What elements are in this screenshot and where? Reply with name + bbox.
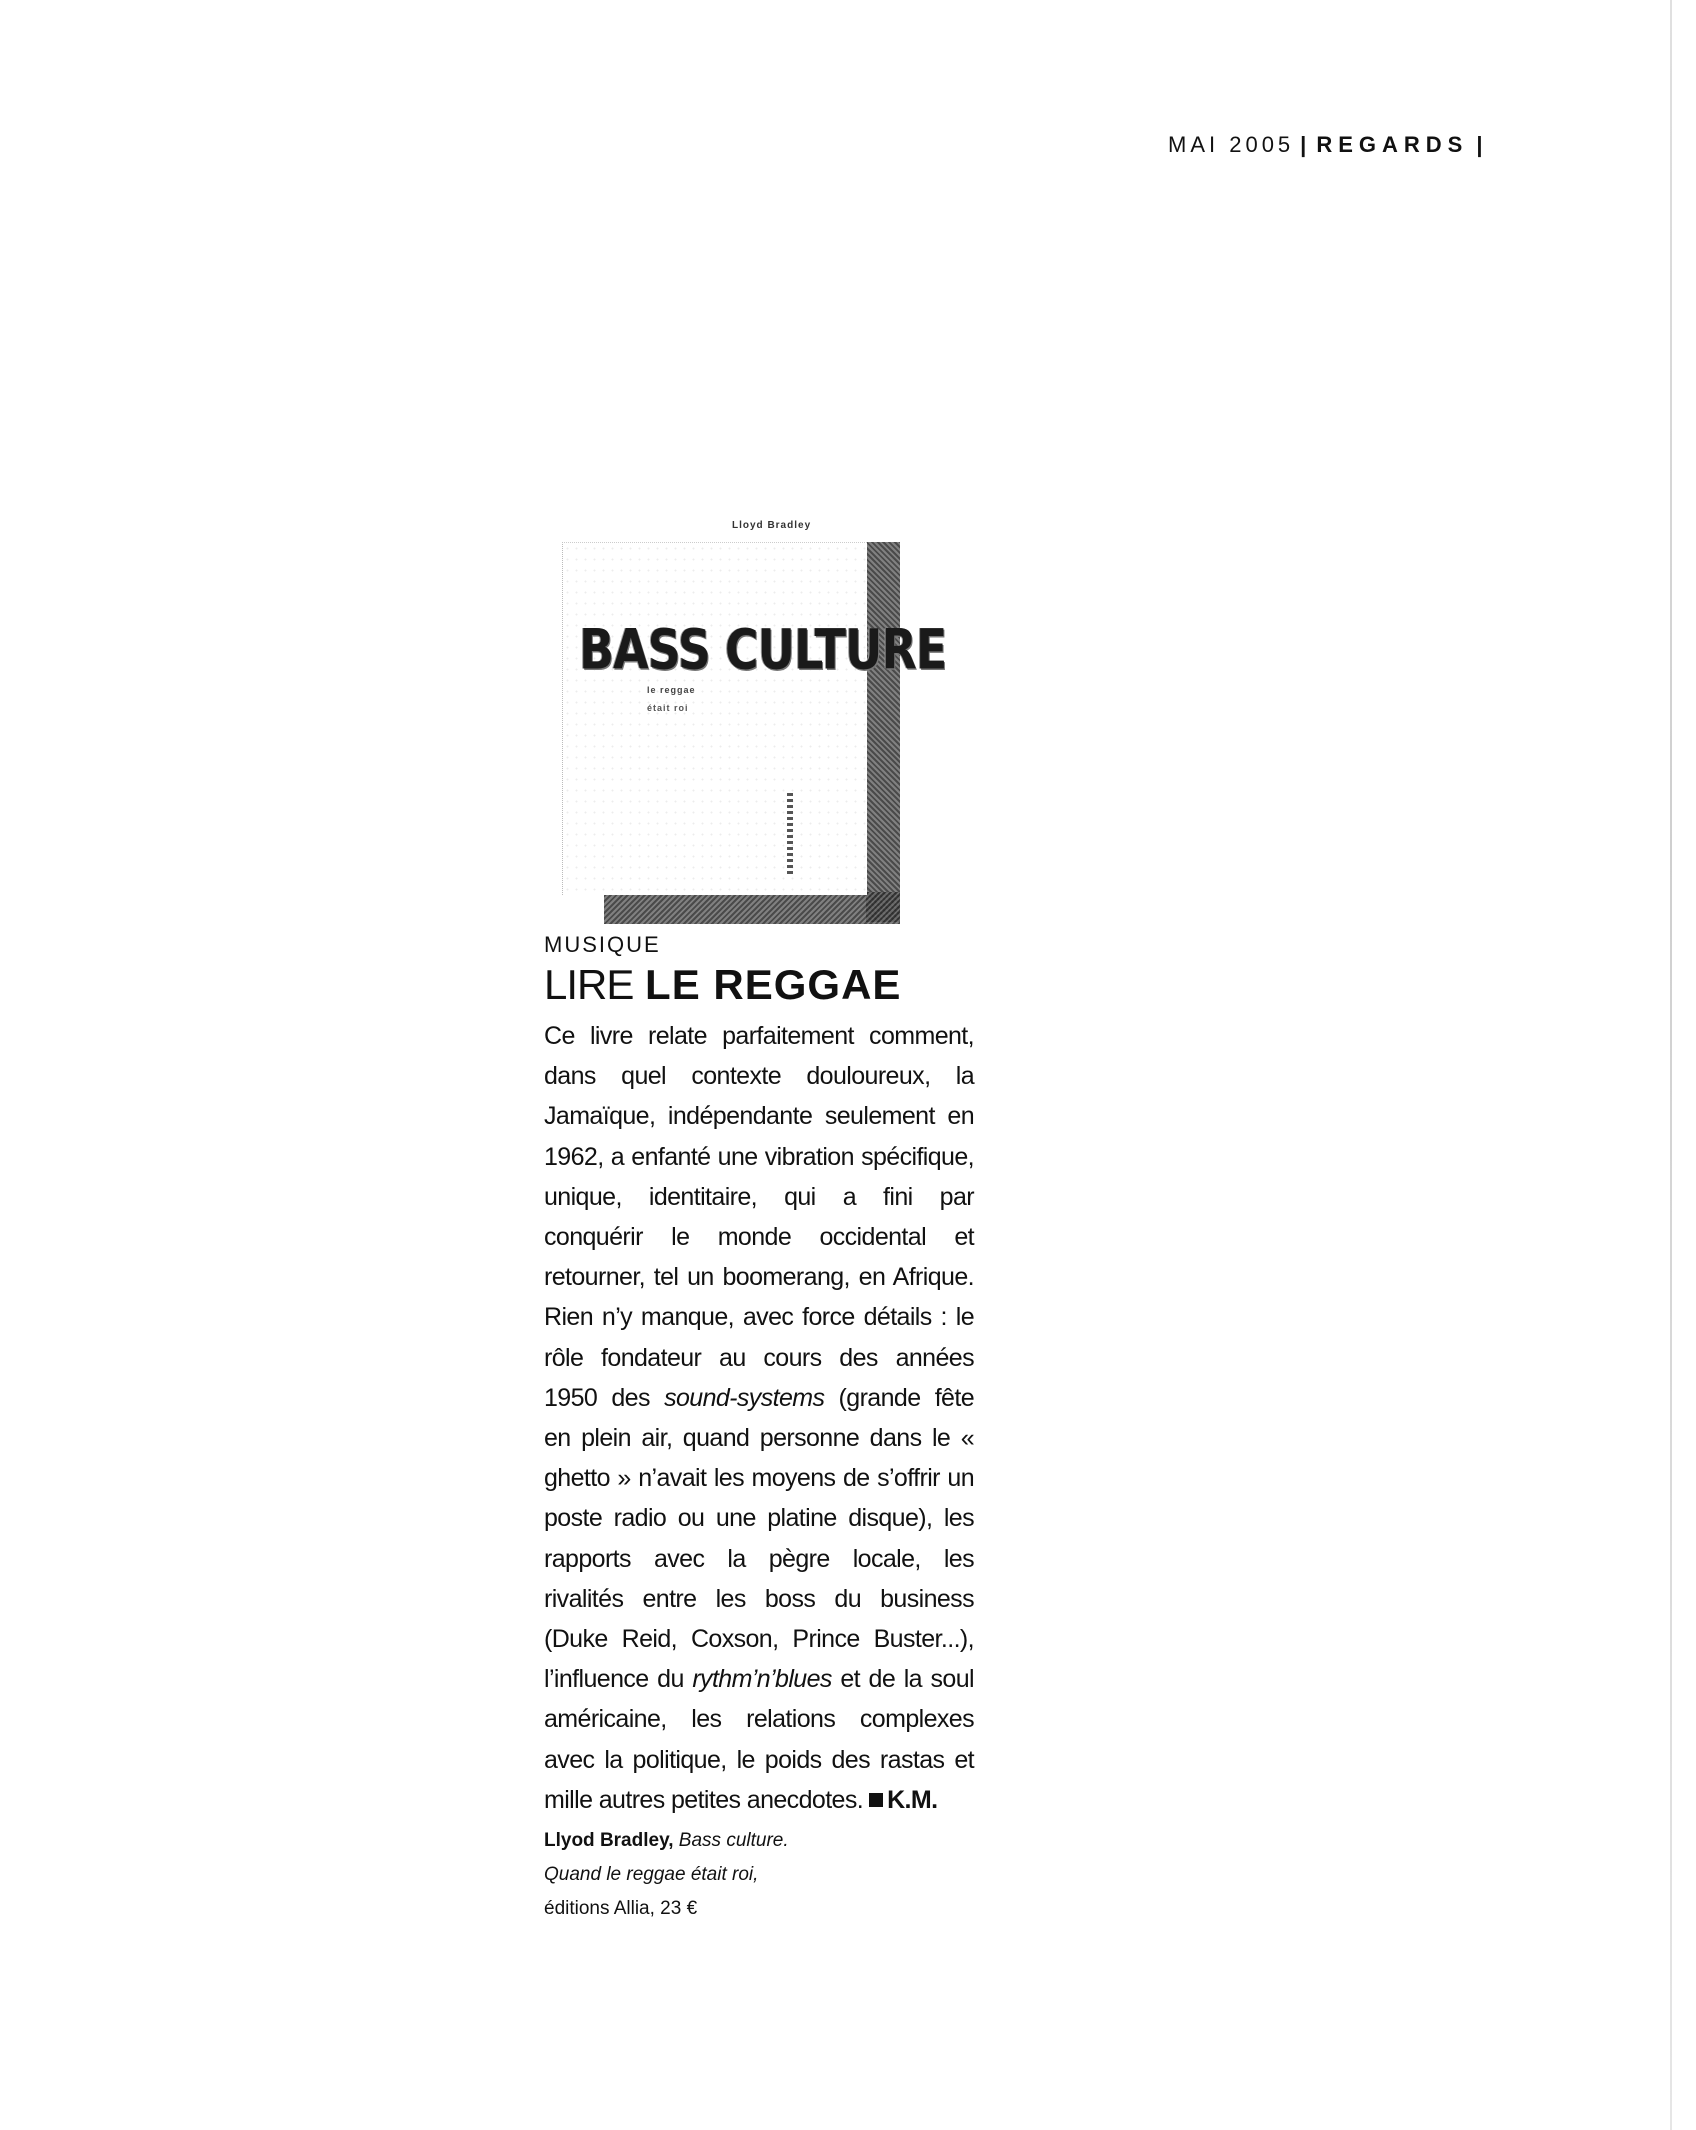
page-header xyxy=(1168,132,1487,158)
credit-line-1 xyxy=(544,1824,974,1858)
issue-date: MAI 2005 xyxy=(1168,132,1295,157)
cover-shadow-right xyxy=(866,542,900,922)
cover-title: BASS CULTURE xyxy=(579,617,947,682)
page-edge xyxy=(1670,0,1672,2130)
article-category: MUSIQUE xyxy=(544,932,661,957)
cover-shadow-bottom xyxy=(604,892,900,924)
body-part-2: (grande fête en plein air, quand personne dans le « ghetto » n’avait les moyens de s’offrir un poste radio ou une platine disque), les rapports avec la pègre locale, les rivalités entre les boss du business (Duke Reid, Coxson, Prince Buster...), l’influence du xyxy=(544,1383,974,1694)
cover-figure xyxy=(787,793,793,877)
book-cover-image xyxy=(548,520,947,940)
credit-title: Bass culture. xyxy=(678,1830,789,1852)
headline-light: LIRE xyxy=(544,961,634,1008)
body-italic-2: rythm’n’blues xyxy=(692,1665,832,1694)
book-cover xyxy=(562,542,947,895)
cover-subtitle-line2: était roi xyxy=(647,703,689,713)
magazine-name: REGARDS xyxy=(1316,132,1469,157)
cover-author: Lloyd Bradley xyxy=(732,520,812,531)
headline-bold: LE REGGAE xyxy=(645,961,902,1008)
credit-line-2 xyxy=(544,1858,974,1892)
credit-line-3: éditions Allia, 23 € xyxy=(544,1898,698,1920)
article xyxy=(544,932,974,1926)
body-part-3: et de la soul américaine, les relations complexes avec la politique, le poids des rastas et mille autres petites anecdotes. xyxy=(544,1665,974,1814)
cover-texture xyxy=(563,543,867,895)
credit-subtitle: Quand le reggae était roi, xyxy=(544,1864,759,1886)
header-separator: | xyxy=(1300,132,1311,157)
cover-subtitle-line1: le reggae xyxy=(647,685,696,695)
body-part-1: Ce livre relate parfaitement comment, dans quel contexte douloureux, la Jamaïque, indépendante seulement en 1962, a enfanté une vibration spécifique, unique, identitaire, qui a fini par conquérir le monde occidental et retourner, tel un boomerang, en Afrique. Rien n’y manque, avec force détails : le rôle fondateur au cours des années 1950 des xyxy=(544,1022,974,1412)
credit-author: Llyod Bradley, xyxy=(544,1830,674,1852)
header-end-mark: | xyxy=(1476,132,1487,157)
article-body xyxy=(544,1016,974,1820)
article-signature: K.M. xyxy=(887,1785,938,1814)
body-italic-1: sound-systems xyxy=(664,1383,825,1412)
end-square-icon xyxy=(869,1793,883,1807)
article-headline xyxy=(544,960,974,1010)
book-credits xyxy=(544,1824,974,1926)
